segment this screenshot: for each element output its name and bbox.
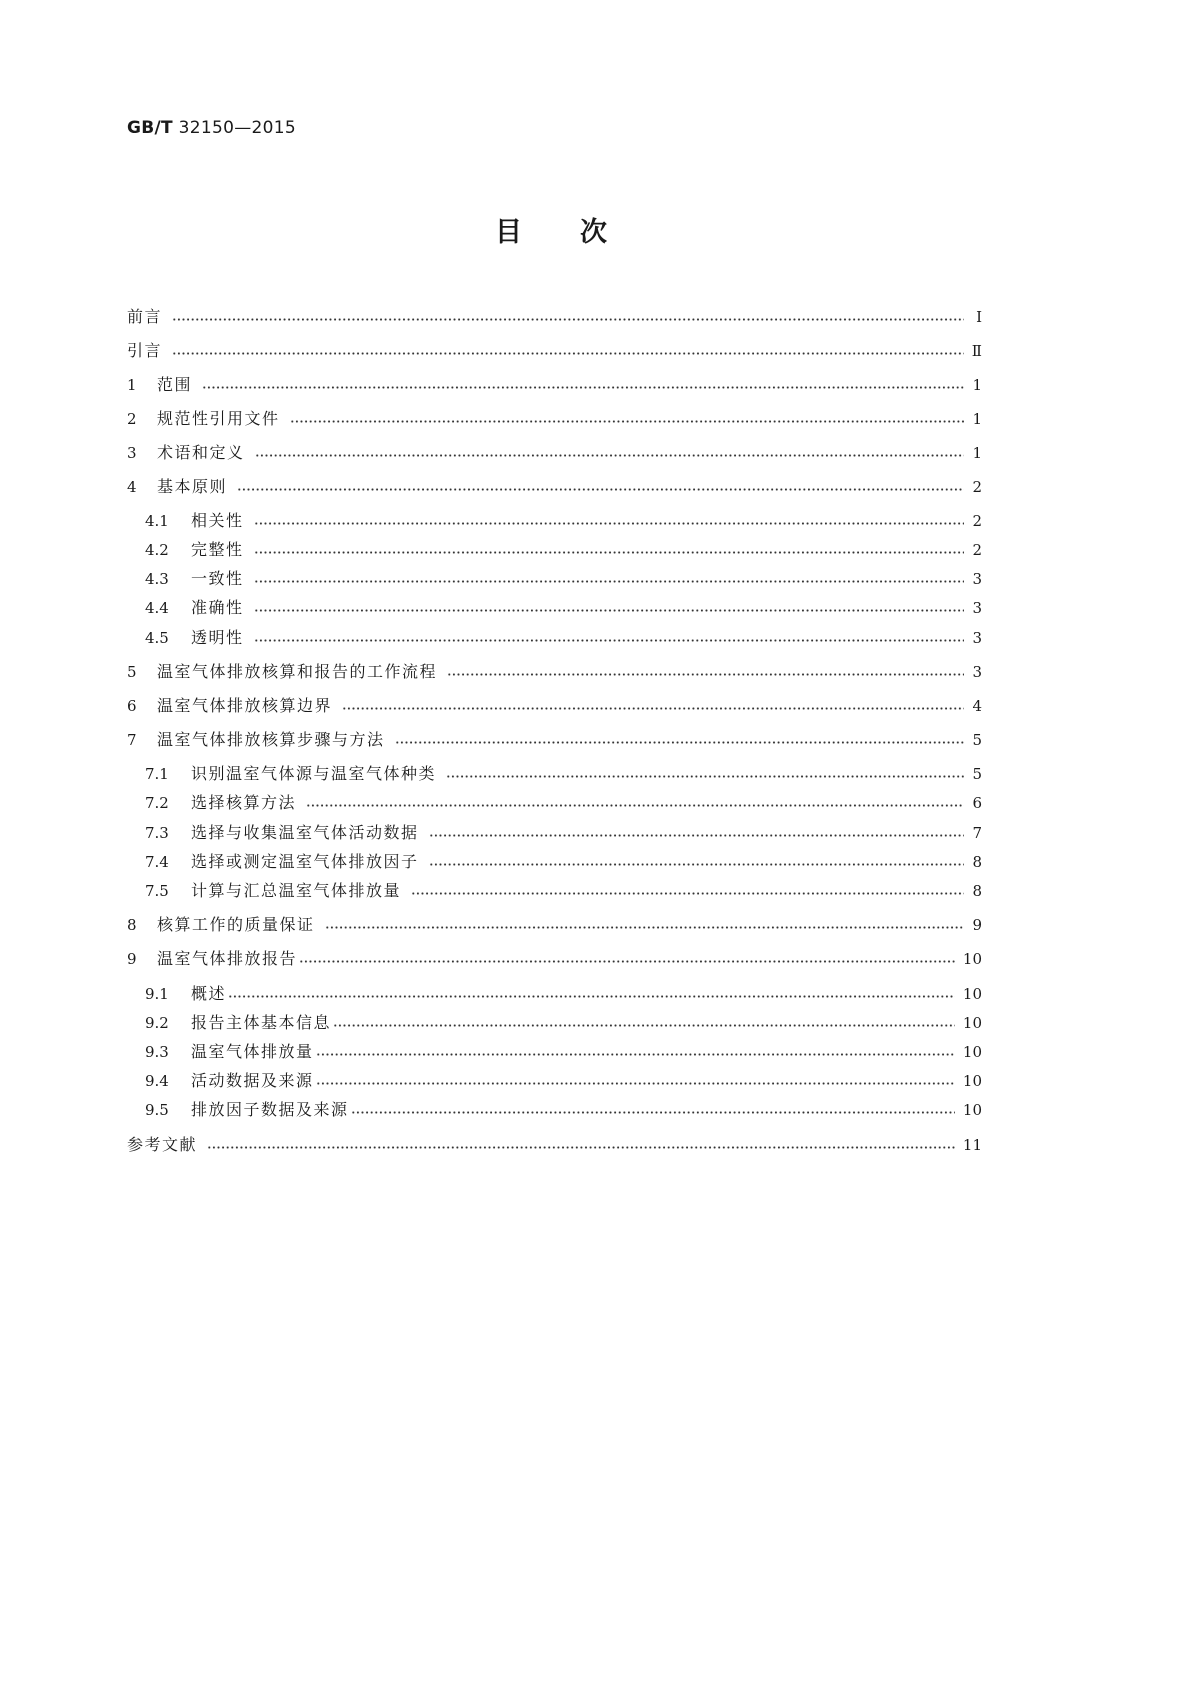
standard-number [127, 118, 296, 138]
toc-label: 选择核算方法 [191, 793, 297, 812]
toc-label: 报告主体基本信息 [191, 1013, 332, 1032]
toc-label: 范围 [157, 375, 193, 394]
toc-number: 5 [127, 663, 137, 681]
dot-leader [255, 454, 964, 457]
page-title: 目次 [495, 217, 665, 248]
toc-number: 3 [127, 444, 137, 462]
toc-page: 6 [972, 794, 982, 812]
toc-number: 8 [127, 916, 137, 934]
dot-leader [429, 863, 964, 866]
toc-number: 9.2 [145, 1014, 169, 1032]
toc-entry-foreword[interactable] [127, 305, 982, 329]
toc-label: 规范性引用文件 [157, 409, 280, 428]
toc-number: 4.5 [145, 629, 169, 647]
toc-label: 准确性 [191, 598, 244, 617]
toc-number: 7.1 [145, 765, 169, 783]
dot-leader [254, 639, 964, 642]
toc-number: 7.2 [145, 794, 169, 812]
toc-entry-8[interactable] [127, 913, 982, 937]
toc-label: 温室气体排放核算步骤与方法 [157, 730, 385, 749]
toc-page: 2 [972, 541, 982, 559]
toc-number: 6 [127, 697, 137, 715]
toc-entry-4-1[interactable] [145, 509, 982, 533]
toc-number: 7.4 [145, 853, 169, 871]
toc-page: 11 [962, 1136, 982, 1154]
toc-entry-7-5[interactable] [145, 879, 982, 903]
toc-number: 4.2 [145, 541, 169, 559]
toc-label: 相关性 [191, 511, 244, 530]
toc-label: 计算与汇总温室气体排放量 [191, 881, 402, 900]
toc-number: 9.1 [145, 985, 169, 1003]
toc-label: 基本原则 [157, 477, 228, 496]
toc-label: 核算工作的质量保证 [157, 915, 315, 934]
toc-label: 术语和定义 [157, 443, 245, 462]
toc-number: 9 [127, 950, 137, 968]
toc-entry-5[interactable] [127, 660, 982, 684]
toc-label: 温室气体排放量 [191, 1042, 314, 1061]
dot-leader [254, 609, 964, 612]
toc-page: 5 [972, 731, 982, 749]
toc-label: 概述 [191, 984, 227, 1003]
toc-page: Ⅰ [976, 308, 982, 326]
dot-leader [299, 960, 955, 963]
toc-label: 参考文献 [127, 1135, 198, 1154]
toc-page: 8 [972, 882, 982, 900]
dot-leader [172, 318, 964, 321]
toc-page: 3 [972, 663, 982, 681]
dot-leader [202, 386, 964, 389]
toc-page: 2 [972, 512, 982, 530]
standard-prefix: GB/T [127, 118, 173, 138]
toc-entry-9-1[interactable] [145, 982, 982, 1006]
toc-entry-6[interactable] [127, 694, 982, 718]
dot-leader [254, 551, 964, 554]
dot-leader [316, 1082, 955, 1085]
toc-label: 透明性 [191, 628, 244, 647]
toc-entry-2[interactable] [127, 407, 982, 431]
toc-label: 温室气体排放报告 [157, 949, 298, 968]
toc-label: 温室气体排放核算和报告的工作流程 [157, 662, 438, 681]
toc-number: 4.4 [145, 599, 169, 617]
dot-leader [254, 522, 964, 525]
toc-entry-9[interactable] [127, 947, 982, 971]
toc-page: 1 [972, 410, 982, 428]
toc-number: 4.3 [145, 570, 169, 588]
toc-entry-9-3[interactable] [145, 1040, 982, 1064]
toc-label: 引言 [127, 341, 163, 360]
toc-page: 10 [962, 1014, 982, 1032]
dot-leader [333, 1024, 955, 1027]
toc-page: 8 [972, 853, 982, 871]
toc-entry-9-2[interactable] [145, 1011, 982, 1035]
toc-label: 完整性 [191, 540, 244, 559]
dot-leader [290, 420, 964, 423]
dot-leader [342, 707, 964, 710]
toc-page: 10 [962, 1072, 982, 1090]
toc-page: 7 [972, 824, 982, 842]
standard-code: 32150—2015 [178, 118, 296, 138]
toc-page: 4 [972, 697, 982, 715]
toc-page: 5 [972, 765, 982, 783]
toc-entry-9-4[interactable] [145, 1069, 982, 1093]
toc-entry-7-3[interactable] [145, 821, 982, 845]
toc-number: 9.4 [145, 1072, 169, 1090]
toc-page: 1 [972, 444, 982, 462]
toc-entry-4[interactable] [127, 475, 982, 499]
toc-label: 前言 [127, 307, 163, 326]
toc-number: 7 [127, 731, 137, 749]
dot-leader [447, 673, 964, 676]
toc-entry-4-5[interactable] [145, 626, 982, 650]
dot-leader [172, 352, 964, 355]
toc-page: 3 [972, 599, 982, 617]
toc-page: 2 [972, 478, 982, 496]
dot-leader [254, 580, 964, 583]
toc-entry-7-2[interactable] [145, 791, 982, 815]
toc-label: 温室气体排放核算边界 [157, 696, 333, 715]
toc-page: 10 [962, 1043, 982, 1061]
toc-page: Ⅱ [971, 342, 982, 360]
toc-page: 3 [972, 629, 982, 647]
dot-leader [325, 926, 964, 929]
toc-page: 1 [972, 376, 982, 394]
toc-label: 活动数据及来源 [191, 1071, 314, 1090]
dot-leader [446, 775, 964, 778]
toc-label: 选择与收集温室气体活动数据 [191, 823, 419, 842]
dot-leader [351, 1111, 955, 1114]
dot-leader [228, 995, 955, 998]
toc-number: 7.3 [145, 824, 169, 842]
toc-entry-4-2[interactable] [145, 538, 982, 562]
toc-number: 4 [127, 478, 137, 496]
toc-number: 9.5 [145, 1101, 169, 1119]
toc-number: 2 [127, 410, 137, 428]
dot-leader [207, 1146, 955, 1149]
toc-entry-9-5[interactable] [145, 1098, 982, 1122]
toc-number: 4.1 [145, 512, 169, 530]
toc-label: 排放因子数据及来源 [191, 1100, 349, 1119]
dot-leader [316, 1053, 955, 1056]
toc-entry-bibliography[interactable] [127, 1133, 982, 1157]
toc-entry-7-4[interactable] [145, 850, 982, 874]
dot-leader [306, 804, 964, 807]
toc-entry-3[interactable] [127, 441, 982, 465]
toc-page: 10 [962, 985, 982, 1003]
toc-page: 9 [972, 916, 982, 934]
toc-entry-introduction[interactable] [127, 339, 982, 363]
toc-label: 选择或测定温室气体排放因子 [191, 852, 419, 871]
toc-label: 一致性 [191, 569, 244, 588]
toc-number: 1 [127, 376, 137, 394]
toc-entry-7-1[interactable] [145, 762, 982, 786]
toc-label: 识别温室气体源与温室气体种类 [191, 764, 437, 783]
toc-entry-4-3[interactable] [145, 567, 982, 591]
toc-page: 3 [972, 570, 982, 588]
toc-page: 10 [962, 950, 982, 968]
toc-entry-7[interactable] [127, 728, 982, 752]
toc-page: 10 [962, 1101, 982, 1119]
dot-leader [395, 741, 964, 744]
toc-number: 9.3 [145, 1043, 169, 1061]
dot-leader [411, 892, 964, 895]
toc-number: 7.5 [145, 882, 169, 900]
dot-leader [237, 488, 964, 491]
dot-leader [429, 834, 964, 837]
toc-entry-1[interactable] [127, 373, 982, 397]
toc-entry-4-4[interactable] [145, 596, 982, 620]
